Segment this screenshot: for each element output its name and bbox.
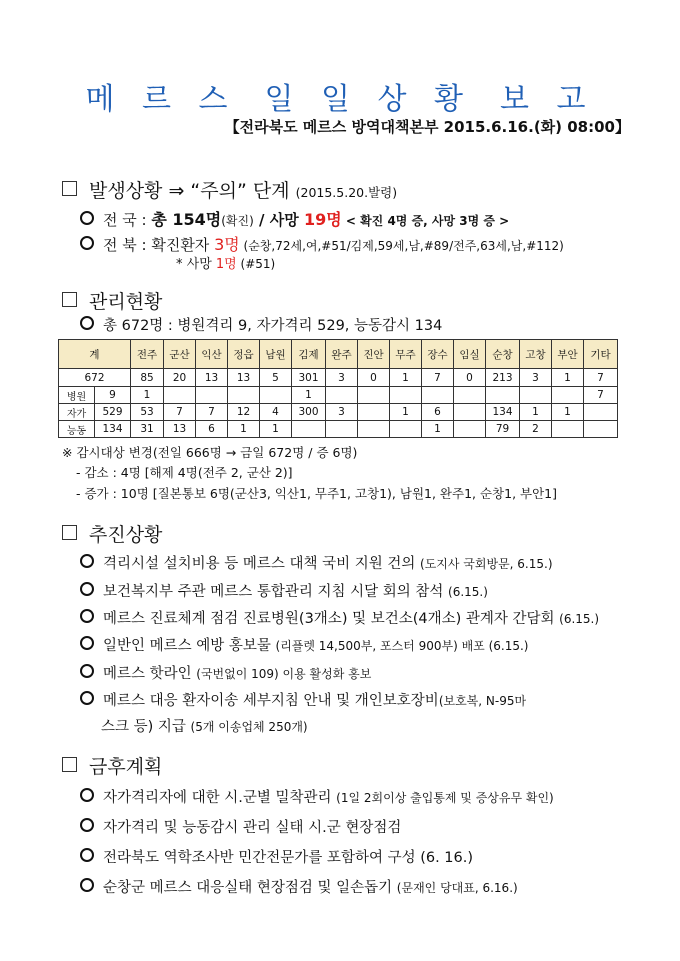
- table-cell: 300: [292, 404, 326, 421]
- national-change: < 확진 4명 증, 사망 3명 증 >: [341, 214, 510, 228]
- list-item: [80, 580, 488, 601]
- table-cell: 12: [228, 404, 260, 421]
- table-header-cell: 고창: [520, 340, 552, 369]
- jeonbuk-count: 3명: [214, 235, 240, 254]
- section-heading: 금후계획: [89, 756, 163, 778]
- page-title: [0, 74, 680, 118]
- table-header-cell: 순창: [486, 340, 520, 369]
- section-date: (2015.5.20.발령): [295, 185, 398, 200]
- table-cell: 13: [228, 369, 260, 387]
- table-header-cell: 장수: [422, 340, 454, 369]
- table-cell: [584, 404, 618, 421]
- list-item: [80, 816, 401, 837]
- circle-bullet-icon: [80, 211, 94, 225]
- row-label: 능동: [59, 421, 95, 438]
- jeonbuk-label: 전 북 : 확진환자: [103, 236, 215, 254]
- table-cell: 7: [164, 404, 196, 421]
- circle-bullet-icon: [80, 636, 94, 650]
- table-cell: 1: [390, 404, 422, 421]
- item-main: 자가격리자에 대한 시.군별 밀착관리: [103, 790, 337, 806]
- table-cell: [486, 387, 520, 404]
- table-cell: 2: [520, 421, 552, 438]
- item-sub: (국번없이 109) 이용 활성화 홍보: [196, 667, 372, 681]
- table-header-cell: 정읍: [228, 340, 260, 369]
- table-cell: [520, 387, 552, 404]
- table-cell: 134: [95, 421, 131, 438]
- table-row: [59, 404, 618, 421]
- table-cell: [196, 387, 228, 404]
- table-cell: 6: [196, 421, 228, 438]
- table-cell: [292, 421, 326, 438]
- table-cell: [454, 404, 486, 421]
- death-detail: (#51): [236, 257, 276, 271]
- table-header-cell: 군산: [164, 340, 196, 369]
- section-management: [62, 287, 162, 314]
- national-mid: / 사망: [253, 211, 304, 229]
- table-cell: 7: [196, 404, 228, 421]
- table-row: [59, 387, 618, 404]
- item-sub: (리플렛 14,500부, 포스터 900부) 배포 (6.15.): [275, 639, 529, 653]
- table-header-cell: 기타: [584, 340, 618, 369]
- title-part-2: 일 일 상 황: [264, 82, 473, 117]
- table-cell: 3: [326, 404, 358, 421]
- table-cell: [422, 387, 454, 404]
- table-cell: 1: [390, 369, 422, 387]
- table-header-cell: 남원: [260, 340, 292, 369]
- circle-bullet-icon: [80, 316, 94, 330]
- list-item: [80, 786, 554, 807]
- table-cell: 672: [59, 369, 131, 387]
- item-sub: (6.15.): [448, 585, 488, 599]
- table-cell: [164, 387, 196, 404]
- table-cell: 529: [95, 404, 131, 421]
- table-cell: 53: [131, 404, 164, 421]
- table-total-row: [59, 369, 618, 387]
- section-heading: 발생상황 ⇒ “주의” 단계: [89, 180, 290, 202]
- table-cell: 134: [486, 404, 520, 421]
- national-total-note: (확진): [221, 214, 254, 228]
- table-cell: 7: [584, 387, 618, 404]
- table-cell: [326, 421, 358, 438]
- table-cell: [454, 421, 486, 438]
- item-main: 보건복지부 주관 메르스 통합관리 지침 시달 회의 참석: [103, 584, 449, 600]
- section-plan: [62, 752, 162, 779]
- item-sub: (6. 16.): [420, 850, 474, 866]
- table-header-cell: 계: [59, 340, 131, 369]
- title-part-3: 보 고: [500, 82, 595, 117]
- table-header-cell: 임실: [454, 340, 486, 369]
- organization-date: 【전라북도 메르스 방역대책본부 2015.6.16.(화) 08:00】: [224, 118, 630, 136]
- table-cell: 31: [131, 421, 164, 438]
- management-table: [58, 339, 618, 438]
- table-cell: [390, 387, 422, 404]
- table-header-cell: 익산: [196, 340, 228, 369]
- list-item: [80, 634, 528, 655]
- list-item: [80, 846, 473, 867]
- table-cell: 13: [164, 421, 196, 438]
- item-main: 메르스 진료체계 점검 진료병원(3개소) 및 보건소(4개소) 관계자 간담회: [103, 611, 560, 627]
- circle-bullet-icon: [80, 878, 94, 892]
- circle-bullet-icon: [80, 818, 94, 832]
- table-cell: 213: [486, 369, 520, 387]
- list-item: [80, 607, 599, 628]
- table-cell: [584, 421, 618, 438]
- section-heading: 추진상황: [89, 524, 163, 546]
- list-item: [80, 876, 518, 897]
- table-cell: 1: [552, 369, 584, 387]
- table-header-row: [59, 340, 618, 369]
- circle-bullet-icon: [80, 788, 94, 802]
- circle-bullet-icon: [80, 664, 94, 678]
- section-heading: 관리현황: [89, 291, 163, 313]
- decrease-note: - 감소 : 4명 [해제 4명(전주 2, 군산 2)]: [76, 465, 293, 480]
- table-cell: 7: [422, 369, 454, 387]
- item-main: 일반인 메르스 예방 홍보물: [103, 638, 276, 654]
- increase-note: - 증가 : 10명 [질본통보 6명(군산3, 익산1, 무주1, 고창1), 남원1, 완주1, 순창1, 부안1]: [76, 486, 558, 501]
- circle-bullet-icon: [80, 609, 94, 623]
- section-progress: [62, 520, 162, 547]
- table-cell: 85: [131, 369, 164, 387]
- table-cell: 1: [552, 404, 584, 421]
- title-part-1: 메 르 스: [85, 82, 237, 117]
- checkbox-square-icon: [62, 757, 77, 772]
- table-cell: 7: [584, 369, 618, 387]
- table-row: [59, 421, 618, 438]
- list-item: [80, 662, 371, 683]
- row-label: 자가: [59, 404, 95, 421]
- item-main: 스크 등) 지급: [101, 719, 191, 735]
- table-cell: [390, 421, 422, 438]
- table-cell: 5: [260, 369, 292, 387]
- item-main: 전라북도 역학조사반 민간전문가를 포함하여 구성: [103, 850, 421, 866]
- table-cell: 1: [260, 421, 292, 438]
- item-main: 메르스 대응 환자이송 세부지침 안내 및 개인보호장비: [103, 693, 439, 709]
- table-cell: 3: [520, 369, 552, 387]
- table-cell: [552, 387, 584, 404]
- item-sub: (1일 2회이상 출입통제 및 증상유무 확인): [336, 791, 554, 805]
- item-main: 순창군 메르스 대응실태 현장점검 및 일손돕기: [103, 880, 397, 896]
- section-occurrence: [62, 176, 397, 203]
- item-sub: (6.15.): [559, 612, 600, 626]
- table-cell: 6: [422, 404, 454, 421]
- table-header-cell: 완주: [326, 340, 358, 369]
- table-cell: [552, 421, 584, 438]
- table-cell: 1: [520, 404, 552, 421]
- table-cell: 20: [164, 369, 196, 387]
- table-cell: 301: [292, 369, 326, 387]
- table-header-cell: 진안: [358, 340, 390, 369]
- death-line: [176, 253, 275, 272]
- summary-text: 총 672명 : 병원격리 9, 자가격리 529, 능동감시 134: [103, 318, 443, 334]
- table-cell: 0: [454, 369, 486, 387]
- table-cell: [228, 387, 260, 404]
- item-sub: (도지사 국회방문, 6.15.): [420, 557, 553, 571]
- table-cell: 13: [196, 369, 228, 387]
- table-cell: 1: [228, 421, 260, 438]
- item-sub: (보호복, N-95마: [438, 694, 527, 708]
- national-label: 전 국 :: [103, 211, 152, 229]
- table-header-cell: 전주: [131, 340, 164, 369]
- circle-bullet-icon: [80, 554, 94, 568]
- item-main: 메르스 핫라인: [103, 666, 197, 682]
- table-cell: 79: [486, 421, 520, 438]
- management-summary: [80, 314, 442, 335]
- list-item: [80, 552, 553, 573]
- item-main: 자가격리 및 능동감시 관리 실태 시.군 현장점검: [103, 820, 402, 836]
- item-main: 격리시설 설치비용 등 메르스 대책 국비 지원 건의: [103, 556, 421, 572]
- circle-bullet-icon: [80, 848, 94, 862]
- table-cell: [454, 387, 486, 404]
- table-cell: 1: [292, 387, 326, 404]
- table-cell: [358, 387, 390, 404]
- table-cell: [358, 421, 390, 438]
- national-status-line: [80, 207, 509, 230]
- table-cell: [260, 387, 292, 404]
- circle-bullet-icon: [80, 236, 94, 250]
- table-cell: 3: [326, 369, 358, 387]
- item-sub: (5개 이송업체 250개): [190, 720, 308, 734]
- death-label: * 사망: [176, 257, 216, 272]
- table-cell: 1: [131, 387, 164, 404]
- jeonbuk-status-line: [80, 232, 564, 255]
- circle-bullet-icon: [80, 582, 94, 596]
- list-item-continuation: [101, 715, 308, 736]
- table-cell: [326, 387, 358, 404]
- table-cell: 4: [260, 404, 292, 421]
- circle-bullet-icon: [80, 691, 94, 705]
- table-header-cell: 부안: [552, 340, 584, 369]
- table-header-cell: 무주: [390, 340, 422, 369]
- checkbox-square-icon: [62, 181, 77, 196]
- row-label: 병원: [59, 387, 95, 404]
- table-cell: 9: [95, 387, 131, 404]
- table-header-cell: 김제: [292, 340, 326, 369]
- item-sub: (문재인 당대표, 6.16.): [396, 881, 518, 895]
- table-cell: [358, 404, 390, 421]
- list-item: [80, 689, 526, 710]
- death-count: 1명: [215, 257, 237, 272]
- checkbox-square-icon: [62, 525, 77, 540]
- monitoring-change-note: ※ 감시대상 변경(전일 666명 → 금일 672명 / 증 6명): [62, 445, 358, 460]
- table-cell: 1: [422, 421, 454, 438]
- table-cell: 0: [358, 369, 390, 387]
- national-total: 총 154명: [151, 210, 222, 229]
- national-death: 19명: [303, 210, 342, 229]
- jeonbuk-detail: (순창,72세,여,#51/김제,59세,남,#89/전주,63세,남,#112): [239, 239, 564, 253]
- checkbox-square-icon: [62, 292, 77, 307]
